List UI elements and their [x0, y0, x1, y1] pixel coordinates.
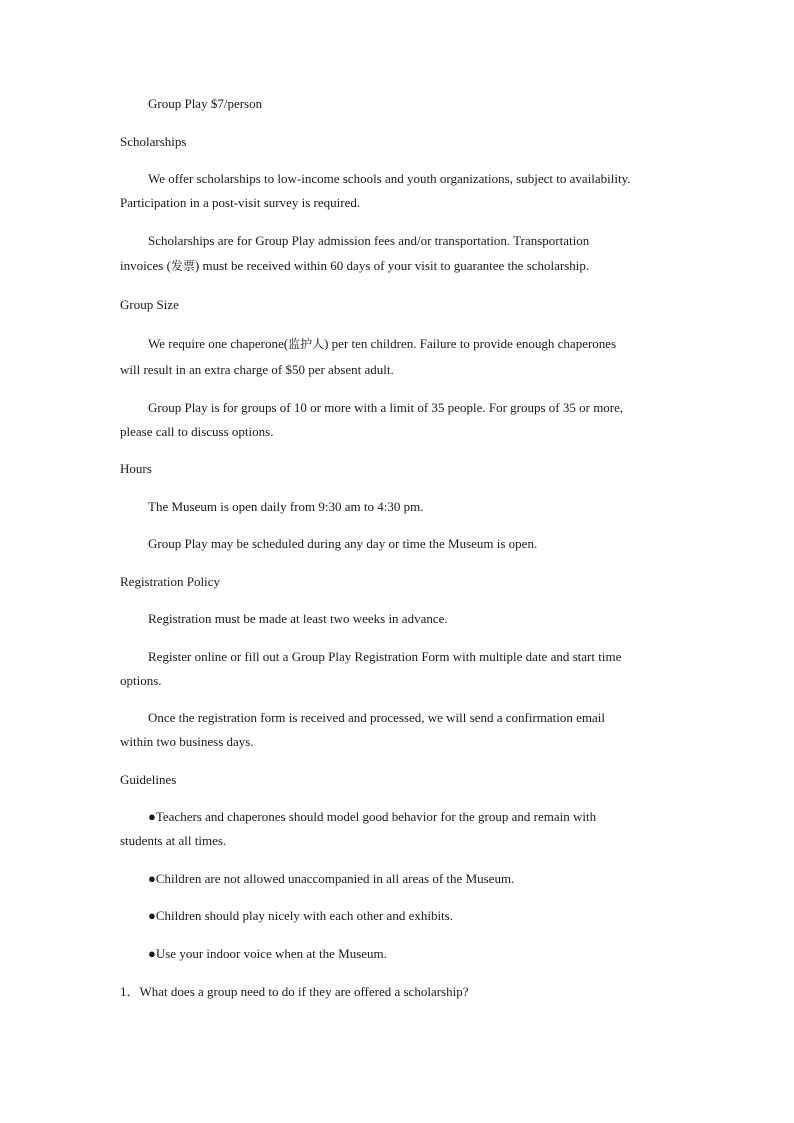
scholarships-paragraph-1-line-1: We offer scholarships to low-income schools and youth organizations, subject to availability.: [148, 171, 631, 186]
text-segment: We require one chaperone(: [148, 336, 289, 351]
pricing-line: Group Play $7/person: [148, 96, 263, 111]
group-size-paragraph-2-line-2: please call to discuss options.: [120, 424, 274, 439]
registration-paragraph-1: Registration must be made at least two weeks in advance.: [148, 611, 448, 626]
hours-paragraph-2: Group Play may be scheduled during any day or time the Museum is open.: [148, 536, 538, 551]
question-1: [120, 984, 468, 1000]
group-size-paragraph-1-line-2: will result in an extra charge of $50 per absent adult.: [120, 362, 394, 377]
scholarships-paragraph-1-line-2: Participation in a post-visit survey is required.: [120, 195, 361, 210]
registration-paragraph-3-line-1: Once the registration form is received and processed, we will send a confirmation email: [148, 710, 606, 725]
registration-heading: Registration Policy: [120, 574, 221, 589]
registration-paragraph-2-line-1: Register online or fill out a Group Play Registration Form with multiple date and start time: [148, 649, 622, 664]
guideline-item-1-line-2: students at all times.: [120, 833, 227, 848]
scholarships-heading: Scholarships: [120, 134, 187, 149]
guideline-item-2: ●Children are not allowed unaccompanied in all areas of the Museum.: [148, 871, 515, 886]
chinese-gloss: 发票: [170, 259, 195, 273]
guideline-item-4: ●Use your indoor voice when at the Museum.: [148, 946, 387, 961]
question-number: 1．: [120, 984, 140, 999]
text-segment: invoices (: [120, 258, 171, 273]
question-text: What does a group need to do if they are offered a scholarship?: [139, 984, 469, 999]
text-segment: ) per ten children. Failure to provide enough chaperones: [324, 336, 617, 351]
registration-paragraph-3-line-2: within two business days.: [120, 734, 254, 749]
scholarships-paragraph-2-line-2: [120, 258, 589, 274]
guideline-item-3: ●Children should play nicely with each other and exhibits.: [148, 908, 453, 923]
registration-paragraph-2-line-2: options.: [120, 673, 162, 688]
guideline-item-1-line-1: ●Teachers and chaperones should model good behavior for the group and remain with: [148, 809, 597, 824]
group-size-paragraph-1-line-1: [148, 336, 616, 352]
group-size-heading: Group Size: [120, 297, 179, 312]
hours-heading: Hours: [120, 461, 152, 476]
group-size-paragraph-2-line-1: Group Play is for groups of 10 or more with a limit of 35 people. For groups of 35 or more,: [148, 400, 624, 415]
scholarships-paragraph-2-line-1: Scholarships are for Group Play admission fees and/or transportation. Transportation: [148, 233, 590, 248]
text-segment: ) must be received within 60 days of your visit to guarantee the scholarship.: [194, 258, 590, 273]
guidelines-heading: Guidelines: [120, 772, 177, 787]
chinese-gloss: 监护人: [288, 337, 325, 351]
hours-paragraph-1: The Museum is open daily from 9:30 am to 4:30 pm.: [148, 499, 424, 514]
